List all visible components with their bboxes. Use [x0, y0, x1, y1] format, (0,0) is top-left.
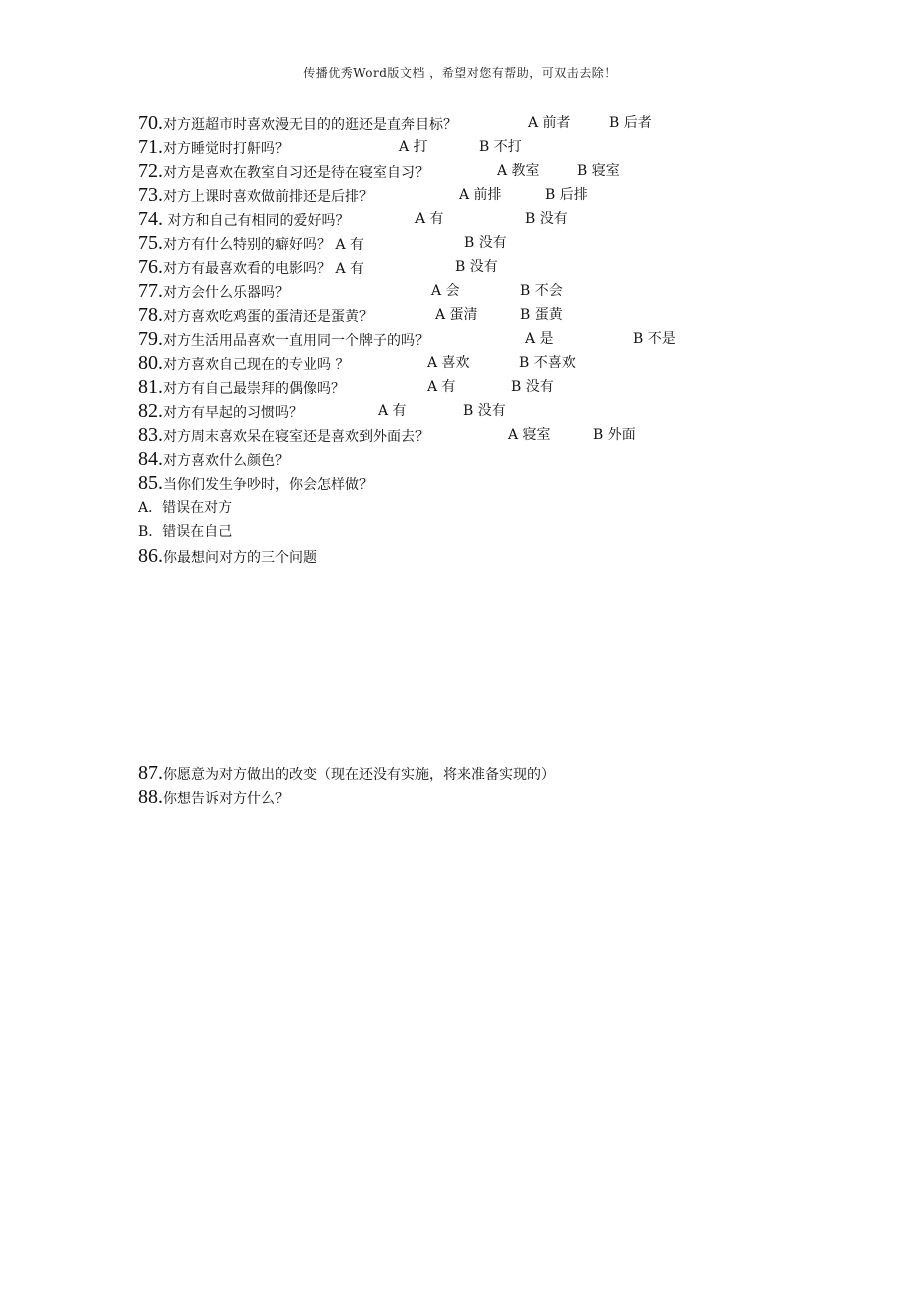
- question-75: [138, 232, 364, 254]
- question-text: 对方和自己有相同的爱好吗？: [163, 213, 350, 229]
- option-b: B 没有: [464, 235, 507, 251]
- option-b: B 不喜欢: [519, 355, 576, 371]
- question-80: [138, 352, 349, 374]
- question-74: [138, 208, 349, 230]
- question-text: 你最想问对方的三个问题: [163, 550, 317, 566]
- question-88: [138, 786, 289, 808]
- option-b: B 蛋黄: [520, 307, 563, 323]
- option-b: B 没有: [463, 403, 506, 419]
- option-b: B 后排: [545, 187, 588, 203]
- option-a: A 有: [378, 403, 407, 419]
- question-number: 73.: [138, 184, 163, 206]
- question-number: 85.: [138, 472, 163, 494]
- question-number: 70.: [138, 112, 163, 134]
- option-a: A 前排: [459, 187, 502, 203]
- option-a: A 打: [399, 139, 428, 155]
- question-81: [138, 376, 345, 398]
- question-87: [138, 762, 555, 784]
- option-a: A 蛋清: [435, 307, 478, 323]
- option-a: A 前者: [528, 115, 571, 131]
- question-text: 对方喜欢自己现在的专业吗 ？: [163, 357, 350, 373]
- question-77: [138, 280, 289, 302]
- question-text: 对方逛超市时喜欢漫无目的的逛还是直奔目标？: [163, 117, 457, 133]
- option-b: B 不是: [633, 331, 676, 347]
- option-a: A 有: [415, 211, 444, 227]
- question-number: 86.: [138, 545, 163, 567]
- option-a: A 是: [525, 331, 554, 347]
- question-85: [138, 472, 373, 494]
- question-79: [138, 328, 429, 350]
- option-a: A 喜欢: [427, 355, 470, 371]
- question-text: 对方周末喜欢呆在寝室还是喜欢到外面去？: [163, 429, 429, 445]
- question-text: 对方有自己最崇拜的偶像吗？: [163, 381, 345, 397]
- question-number: 84.: [138, 448, 163, 470]
- option-b: B 不会: [520, 283, 563, 299]
- option-b: B 后者: [609, 115, 652, 131]
- question-84: [138, 448, 289, 470]
- question-number: 81.: [138, 376, 163, 398]
- option-b: B 寝室: [577, 163, 620, 179]
- option-a: A 寝室: [508, 427, 551, 443]
- question-86: [138, 545, 317, 567]
- question-number: 88.: [138, 786, 163, 808]
- option-b: B 外面: [593, 427, 636, 443]
- question-number: 76.: [138, 256, 163, 278]
- q85-option-b: B．错误在自己: [138, 524, 233, 540]
- question-text: 对方睡觉时打鼾吗？: [163, 141, 289, 157]
- question-72: [138, 160, 429, 182]
- question-number: 79.: [138, 328, 163, 350]
- question-number: 80.: [138, 352, 163, 374]
- question-text: 对方喜欢吃鸡蛋的蛋清还是蛋黄？: [163, 309, 373, 325]
- option-b: B 没有: [525, 211, 568, 227]
- question-text: 对方是喜欢在教室自习还是待在寝室自习？: [163, 165, 429, 181]
- question-82: [138, 400, 303, 422]
- question-70: [138, 112, 457, 134]
- question-text: 对方有早起的习惯吗？: [163, 405, 303, 421]
- question-text: 当你们发生争吵时，你会怎样做？: [163, 477, 373, 493]
- question-text: 对方会什么乐器吗？: [163, 285, 289, 301]
- question-71: [138, 136, 289, 158]
- question-number: 71.: [138, 136, 163, 158]
- option-b: B 不打: [479, 139, 522, 155]
- question-number: 87.: [138, 762, 163, 784]
- question-78: [138, 304, 373, 326]
- question-number: 77.: [138, 280, 163, 302]
- option-b: B 没有: [511, 379, 554, 395]
- question-number: 74.: [138, 208, 163, 230]
- question-number: 83.: [138, 424, 163, 446]
- question-text: 对方有最喜欢看的电影吗？ A 有: [163, 261, 365, 277]
- question-text: 对方生活用品喜欢一直用同一个牌子的吗？: [163, 333, 429, 349]
- question-76: [138, 256, 364, 278]
- question-number: 78.: [138, 304, 163, 326]
- question-text: 你愿意为对方做出的改变（现在还没有实施，将来准备实现的）: [163, 767, 555, 783]
- question-text: 对方上课时喜欢做前排还是后排？: [163, 189, 373, 205]
- question-73: [138, 184, 373, 206]
- question-83: [138, 424, 429, 446]
- question-text: 你想告诉对方什么？: [163, 791, 289, 807]
- question-number: 75.: [138, 232, 163, 254]
- question-text: 对方喜欢什么颜色？: [163, 453, 289, 469]
- option-a: A 教室: [497, 163, 540, 179]
- q85-option-a: A．错误在对方: [138, 500, 233, 516]
- question-text: 对方有什么特别的癖好吗？ A 有: [163, 237, 365, 253]
- option-a: A 会: [431, 283, 460, 299]
- page-header: 传播优秀Word版文档 ，希望对您有帮助，可双击去除！: [303, 66, 617, 80]
- option-a: A 有: [427, 379, 456, 395]
- question-number: 82.: [138, 400, 163, 422]
- option-b: B 没有: [455, 259, 498, 275]
- question-number: 72.: [138, 160, 163, 182]
